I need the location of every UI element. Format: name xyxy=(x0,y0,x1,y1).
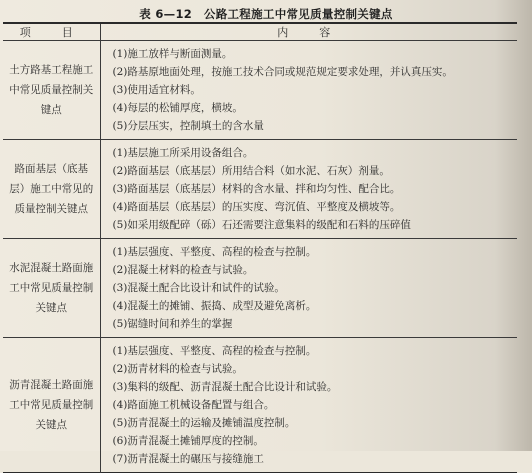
list-item: (3)集料的级配、沥青混凝土配合比设计和试验。 xyxy=(112,381,338,393)
list-item: (3)混凝土配合比设计和试件的试验。 xyxy=(112,282,285,294)
list-item: (7)沥青混凝土的碾压与接缝施工 xyxy=(112,453,264,465)
list-item: (5)如采用级配碎（砾）石还需要注意集料的级配和石料的压碎值 xyxy=(112,219,411,231)
section-title: 路面基层（底基层）施工中常见的质量控制关键点 xyxy=(3,140,100,239)
list-item: (4)路面施工机械设备配置与组合。 xyxy=(112,399,275,411)
list-item: (1)基层施工所采用设备组合。 xyxy=(112,147,254,159)
table-caption: 表 6—12 公路工程施工中常见质量控制关键点 xyxy=(139,7,393,21)
section-title: 水泥混凝土路面施工中常见质量控制关键点 xyxy=(3,239,100,338)
table-row xyxy=(3,41,517,140)
table-header-row xyxy=(3,23,517,41)
section-items xyxy=(100,41,517,140)
header-item: 项 目 xyxy=(3,23,100,41)
list-item: (4)路面基层（底基层）的压实度、弯沉值、平整度及横坡等。 xyxy=(112,201,401,213)
section-title: 土方路基工程施工中常见质量控制关键点 xyxy=(3,41,100,140)
list-item: (3)路面基层（底基层）材料的含水量、拌和均匀性、配合比。 xyxy=(112,183,401,195)
section-items xyxy=(100,140,517,239)
table-row xyxy=(3,239,517,338)
list-item: (5)沥青混凝土的运输及摊铺温度控制。 xyxy=(112,417,296,429)
header-content: 内 容 xyxy=(100,23,517,41)
list-item: (5)分层压实，控制填土的含水量 xyxy=(112,120,264,132)
list-item: (1)基层强度、平整度、高程的检查与控制。 xyxy=(112,345,317,357)
quality-control-table xyxy=(3,22,517,473)
list-item: (6)沥青混凝土摊铺厚度的控制。 xyxy=(112,435,264,447)
list-item: (1)施工放样与断面测量。 xyxy=(112,48,233,60)
list-item: (2)路面基层（底基层）所用结合料（如水泥、石灰）剂量。 xyxy=(112,165,390,177)
list-item: (4)每层的松铺厚度，横坡。 xyxy=(112,102,243,114)
list-item: (2)沥青材料的检查与试验。 xyxy=(112,363,243,375)
list-item: (2)混凝土材料的检查与试验。 xyxy=(112,264,254,276)
list-item: (1)基层强度、平整度、高程的检查与控制。 xyxy=(112,246,317,258)
section-title: 沥青混凝土路面施工中常见质量控制关键点 xyxy=(3,338,100,473)
table-row xyxy=(3,140,517,239)
list-item: (4)混凝土的摊铺、振捣、成型及避免离析。 xyxy=(112,300,317,312)
table-row xyxy=(3,338,517,473)
section-items xyxy=(100,239,517,338)
list-item: (5)锯缝时间和养生的掌握 xyxy=(112,318,233,330)
list-item: (3)使用适宜材料。 xyxy=(112,84,201,96)
section-items xyxy=(100,338,517,473)
list-item: (2)路基原地面处理，按施工技术合同或规范规定要求处理，并认真压实。 xyxy=(112,66,453,78)
